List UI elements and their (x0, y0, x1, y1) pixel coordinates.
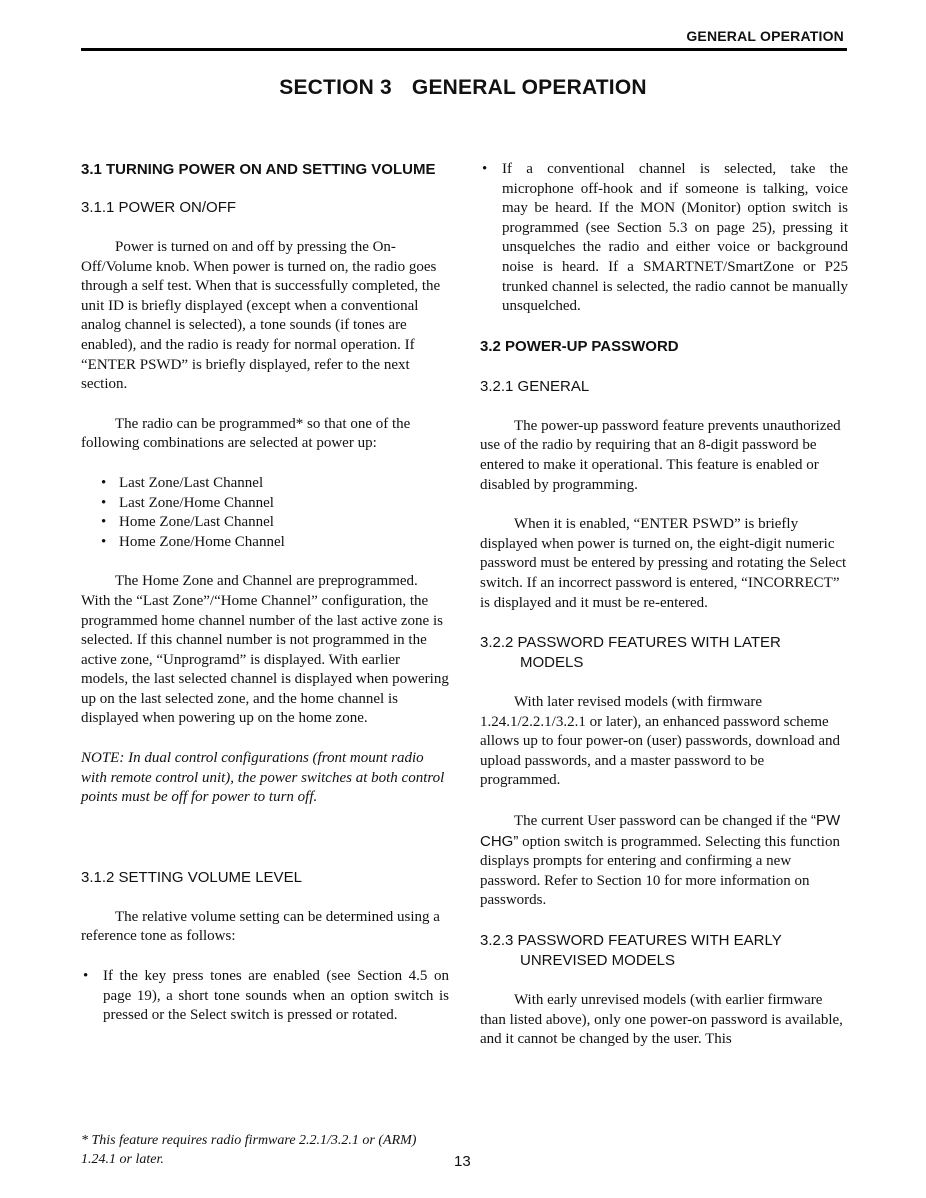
list-item: • If a conventional channel is selected, take the microphone off-hook and if someone is talking, voice may be heard. If the MON (Monitor) option switch is programmed (see Section 5.3 on page 25), pressing it unsquelches the radio and either voice or background noise is heard. If a SMARTNET/SmartZone or P25 trunked channel is selected, the radio cannot be manually unsquelched. (482, 161, 848, 315)
heading-3-1-2: 3.1.2 SETTING VOLUME LEVEL (81, 868, 302, 886)
heading-3-2-1: 3.2.1 GENERAL (480, 377, 590, 395)
heading-3-2-3: 3.2.3 PASSWORD FEATURES WITH EARLY UNREVISED MODELS (480, 932, 782, 970)
header-rule (81, 48, 847, 51)
bullet-icon: • (101, 474, 107, 491)
paragraph-pw-change: The current User password can be changed if the “PW CHG” option switch is programmed. Selecting this function displays prompts for entering and confirming a new password. Refer to Section 10 for more information on passwords. (480, 812, 841, 909)
bullet-icon: • (83, 968, 89, 985)
pw-chg-label: “PW CHG” (480, 812, 841, 850)
section-name: GENERAL OPERATION (411, 76, 647, 99)
paragraph-password-general: The power-up password feature prevents unauthorized use of the radio by requiring that an 8-digit password be entered to make it operational. This feature is enabled or disabled by programming. (480, 417, 841, 493)
left-column (81, 160, 449, 1026)
combination-list (81, 474, 449, 552)
volume-list (81, 967, 449, 1026)
paragraph-programmed-combinations: The radio can be programmed* so that one of the following combinations are selected at power up: (81, 415, 411, 452)
note-dual-control: NOTE: In dual control configurations (front mount radio with remote control unit), the power switches at both control points must be off for power to turn off. (81, 750, 445, 806)
running-header: GENERAL OPERATION (686, 28, 844, 44)
list-item: • Home Zone/Last Channel (81, 513, 449, 533)
paragraph-early-models: With early unrevised models (with earlier firmware than listed above), only one power-on password is available, and it cannot be changed by the user. This (480, 992, 843, 1048)
heading-3-1: 3.1 TURNING POWER ON AND SETTING VOLUME (81, 161, 436, 178)
heading-3-1-1: 3.1.1 POWER ON/OFF (81, 199, 237, 216)
section-title (0, 76, 926, 100)
paragraph-later-models: With later revised models (with firmware 1.24.1/2.2.1/3.2.1 or later), an enhanced password scheme allows up to four power-on (user) passwords, download and upload passwords, and a master password to be programmed. (480, 694, 841, 789)
section-number: SECTION 3 (279, 76, 392, 99)
footnote: * This feature requires radio firmware 2.2.1/3.2.1 or (ARM) 1.24.1 or later. (81, 1133, 417, 1167)
list-item: • If the key press tones are enabled (see Section 4.5 on page 19), a short tone sounds when an option switch is pressed or the Select switch is pressed or rotated. (83, 968, 449, 1024)
list-item: • Last Zone/Last Channel (81, 474, 449, 494)
conventional-list (480, 160, 848, 317)
paragraph-volume-reference: The relative volume setting can be determined using a reference tone as follows: (81, 908, 440, 945)
bullet-icon: • (101, 494, 107, 511)
bullet-icon: • (101, 514, 107, 531)
list-item: • Home Zone/Home Channel (81, 533, 449, 553)
paragraph-home-zone: The Home Zone and Channel are preprogrammed. With the “Last Zone”/“Home Channel” configuration, the programmed home channel number of the last active zone is selected. If this channel number is not programmed in the active zone, “Unprogramd” is displayed. With earlier models, the last selected channel is displayed when powering up on the last selected zone, and the home channel is displayed when powering up on the home zone. (81, 573, 449, 727)
right-column (480, 160, 848, 1050)
paragraph-enter-pswd: When it is enabled, “ENTER PSWD” is briefly displayed when power is turned on, the eight-digit numeric password must be entered by pressing and rotating the Select switch. If an incorrect password is entered, “INCORRECT” is displayed and it must be re-entered. (480, 516, 847, 611)
bullet-icon: • (101, 533, 107, 550)
heading-3-2-2: 3.2.2 PASSWORD FEATURES WITH LATER MODELS (480, 634, 781, 672)
heading-3-2: 3.2 POWER-UP PASSWORD (480, 337, 679, 355)
list-item: • Last Zone/Home Channel (81, 494, 449, 514)
bullet-icon: • (482, 161, 488, 177)
paragraph-power-on-off: Power is turned on and off by pressing the On-Off/Volume knob. When power is turned on, the radio goes through a self test. When that is successfully completed, the unit ID is briefly displayed (except when a conventional analog channel is selected), a tone sounds (if tones are enabled), and the radio is ready for normal operation. If “ENTER PSWD” is briefly displayed, refer to the next section. (81, 239, 441, 393)
page-number: 13 (454, 1153, 471, 1170)
